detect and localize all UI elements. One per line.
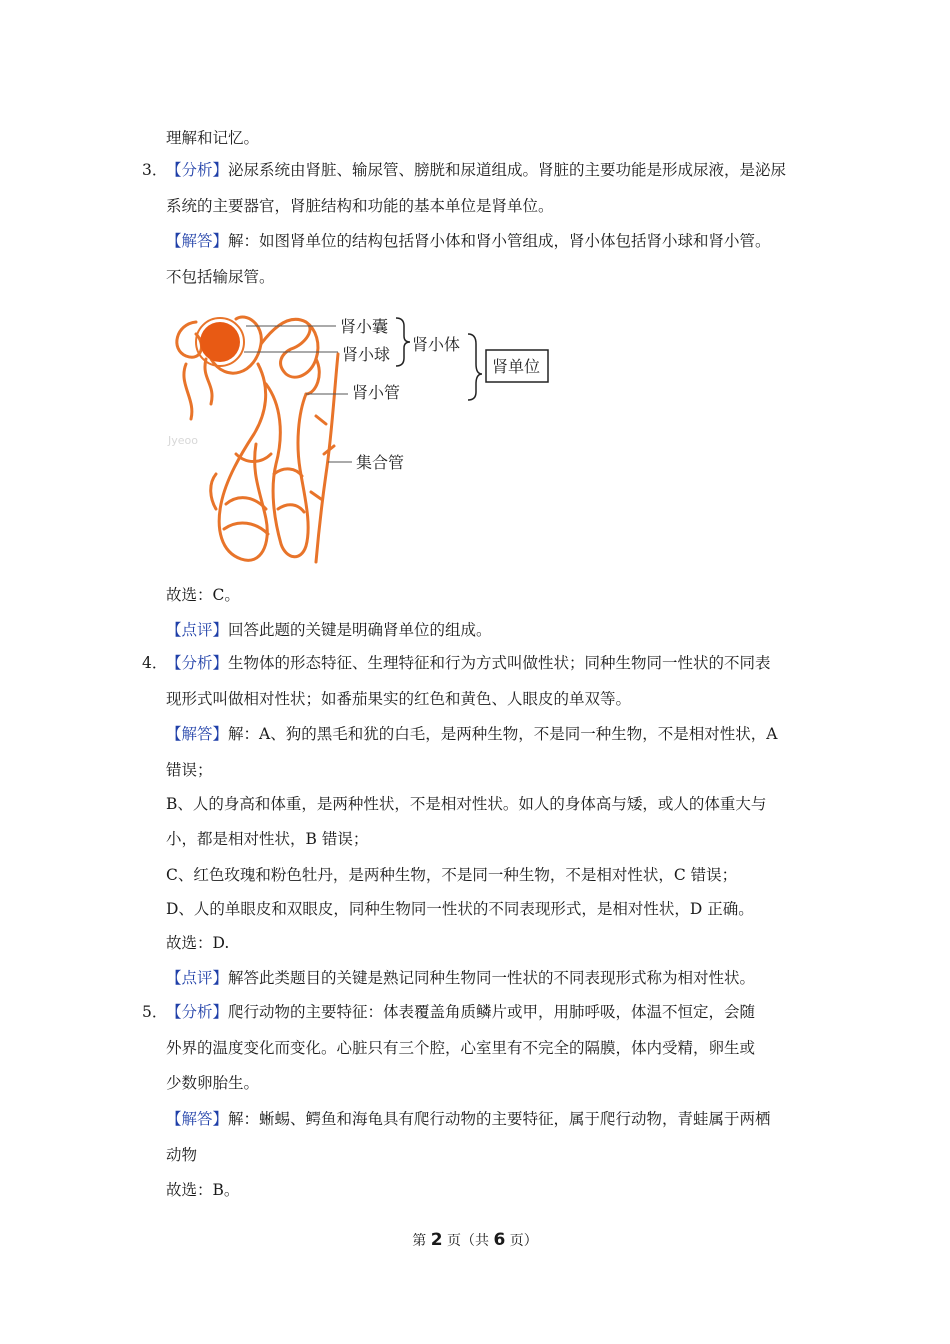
analysis-line <box>166 1002 755 1022</box>
analysis-line <box>166 653 771 673</box>
analysis-tag: 【分析】 <box>166 161 229 179</box>
braces <box>396 318 482 400</box>
text-line: 故选：C。 <box>166 586 240 604</box>
label-nephron: 肾单位 <box>492 357 541 376</box>
text-line: 少数卵胎生。 <box>166 1074 260 1092</box>
text-line: 动物 <box>166 1146 198 1164</box>
text-line: 小，都是相对性状，B 错误； <box>166 830 369 848</box>
analysis-tag: 【分析】 <box>166 654 229 672</box>
analysis-text: 泌尿系统由肾脏、输尿管、膀胱和尿道组成。肾脏的主要功能是形成尿液，是泌尿 <box>228 161 787 179</box>
answer-text: 解：蜥蜴、鳄鱼和海龟具有爬行动物的主要特征，属于爬行动物，青蛙属于两栖 <box>228 1110 771 1128</box>
analysis-text: 爬行动物的主要特征：体表覆盖角质鳞片或甲，用肺呼吸，体温不恒定，会随 <box>228 1003 756 1021</box>
answer-text: 解：如图肾单位的结构包括肾小体和肾小管组成，肾小体包括肾小球和肾小管。 <box>228 232 771 250</box>
text-line: 现形式叫做相对性状；如番茄果实的红色和黄色、人眼皮的单双等。 <box>166 690 632 708</box>
label-capsule: 肾小囊 <box>340 317 389 336</box>
answer-tag: 【解答】 <box>166 232 229 250</box>
text-line: C、红色玫瑰和粉色牡丹，是两种生物，不是同一种生物，不是相对性状，C 错误； <box>166 866 738 884</box>
answer-tag: 【解答】 <box>166 725 229 743</box>
footer-suffix: 页） <box>505 1233 538 1249</box>
label-tubule: 肾小管 <box>352 383 401 402</box>
total-pages: 6 <box>493 1230 506 1250</box>
comment-text: 解答此类题目的关键是熟记同种生物同一性状的不同表现形式称为相对性状。 <box>228 969 756 987</box>
text-line: 不包括输尿管。 <box>166 268 275 286</box>
nephron-diagram <box>166 304 566 572</box>
text-line: 错误； <box>166 761 213 779</box>
watermark: Jyeoo <box>168 434 198 447</box>
answer-text: 解：A、狗的黑毛和犹的白毛，是两种生物，不是同一种生物，不是相对性状，A <box>228 725 778 743</box>
label-duct: 集合管 <box>356 453 405 472</box>
text-line: 理解和记忆。 <box>166 129 260 147</box>
question-number: 5． <box>142 1003 168 1021</box>
comment-line <box>166 968 755 988</box>
nephron-vessels <box>177 317 338 562</box>
glomerulus-shape <box>200 322 240 362</box>
analysis-line <box>166 160 786 180</box>
comment-line <box>166 620 492 640</box>
text-line: D、人的单眼皮和双眼皮，同种生物同一性状的不同表现形式，是相对性状，D 正确。 <box>166 900 754 918</box>
text-line: 系统的主要器官，肾脏结构和功能的基本单位是肾单位。 <box>166 197 554 215</box>
analysis-tag: 【分析】 <box>166 1003 229 1021</box>
answer-line <box>166 724 777 744</box>
text-line: 故选：D. <box>166 934 230 952</box>
page-footer <box>0 1230 950 1251</box>
answer-line <box>166 231 771 251</box>
text-line: B、人的身高和体重，是两种性状，不是相对性状。如人的身体高与矮，或人的体重大与 <box>166 795 767 813</box>
footer-middle: 页（共 <box>442 1233 494 1249</box>
footer-prefix: 第 <box>412 1233 431 1249</box>
text-line: 外界的温度变化而变化。心脏只有三个腔，心室里有不完全的隔膜，体内受精，卵生或 <box>166 1039 756 1057</box>
label-corpuscle: 肾小体 <box>412 335 461 354</box>
answer-tag: 【解答】 <box>166 1110 229 1128</box>
comment-tag: 【点评】 <box>166 969 229 987</box>
label-glomerulus: 肾小球 <box>342 345 391 364</box>
text-line: 故选：B。 <box>166 1181 240 1199</box>
current-page: 2 <box>430 1230 443 1250</box>
answer-line <box>166 1109 771 1129</box>
question-number: 4． <box>142 654 168 672</box>
comment-tag: 【点评】 <box>166 621 229 639</box>
comment-text: 回答此题的关键是明确肾单位的组成。 <box>228 621 492 639</box>
analysis-text: 生物体的形态特征、生理特征和行为方式叫做性状；同种生物同一性状的不同表 <box>228 654 771 672</box>
question-number: 3． <box>142 161 168 179</box>
